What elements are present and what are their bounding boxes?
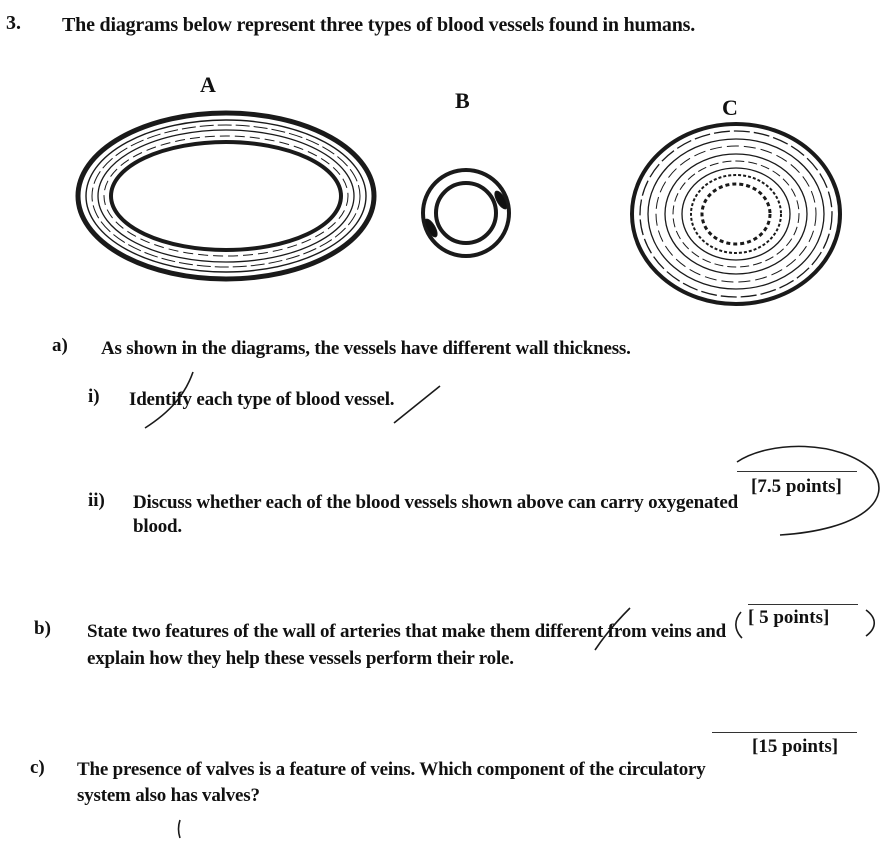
answer-rule (737, 471, 857, 472)
answer-rule (712, 732, 857, 733)
part-a-label: a) (52, 335, 68, 356)
part-b-text-line1: State two features of the wall of arteries that make them different from veins and (87, 621, 726, 642)
part-a-i-points: [7.5 points] (751, 476, 842, 497)
diagram-label-b: B (455, 88, 470, 113)
vessel-b-capillary-drawing (423, 170, 510, 256)
part-b-points: [15 points] (752, 736, 839, 757)
part-a-ii-points: [ 5 points] (748, 607, 830, 628)
part-a-i-text: Identify each type of blood vessel. (129, 389, 395, 410)
part-a-i-label: i) (88, 386, 100, 407)
part-a-ii-label: ii) (88, 490, 105, 511)
part-c-text-line1: The presence of valves is a feature of veins. Which component of the circulatory (77, 759, 706, 780)
vessel-a-vein-drawing (78, 113, 374, 279)
part-a-ii-text-line1: Discuss whether each of the blood vessels shown above can carry oxygenated (133, 492, 738, 513)
question-stem: The diagrams below represent three types of blood vessels found in humans. (62, 14, 696, 36)
part-a-text: As shown in the diagrams, the vessels have different wall thickness. (101, 338, 631, 359)
part-c-text-line2: system also has valves? (77, 785, 260, 806)
part-a-ii-text-line2: blood. (133, 516, 182, 537)
part-b-label: b) (34, 618, 51, 639)
diagram-label-c: C (722, 95, 738, 120)
question-number: 3. (6, 12, 21, 34)
diagram-label-a: A (200, 72, 216, 97)
part-c-label: c) (30, 757, 45, 778)
vessel-c-artery-drawing (632, 124, 840, 304)
part-b-text-line2: explain how they help these vessels perform their role. (87, 648, 514, 669)
answer-rule (748, 604, 858, 605)
